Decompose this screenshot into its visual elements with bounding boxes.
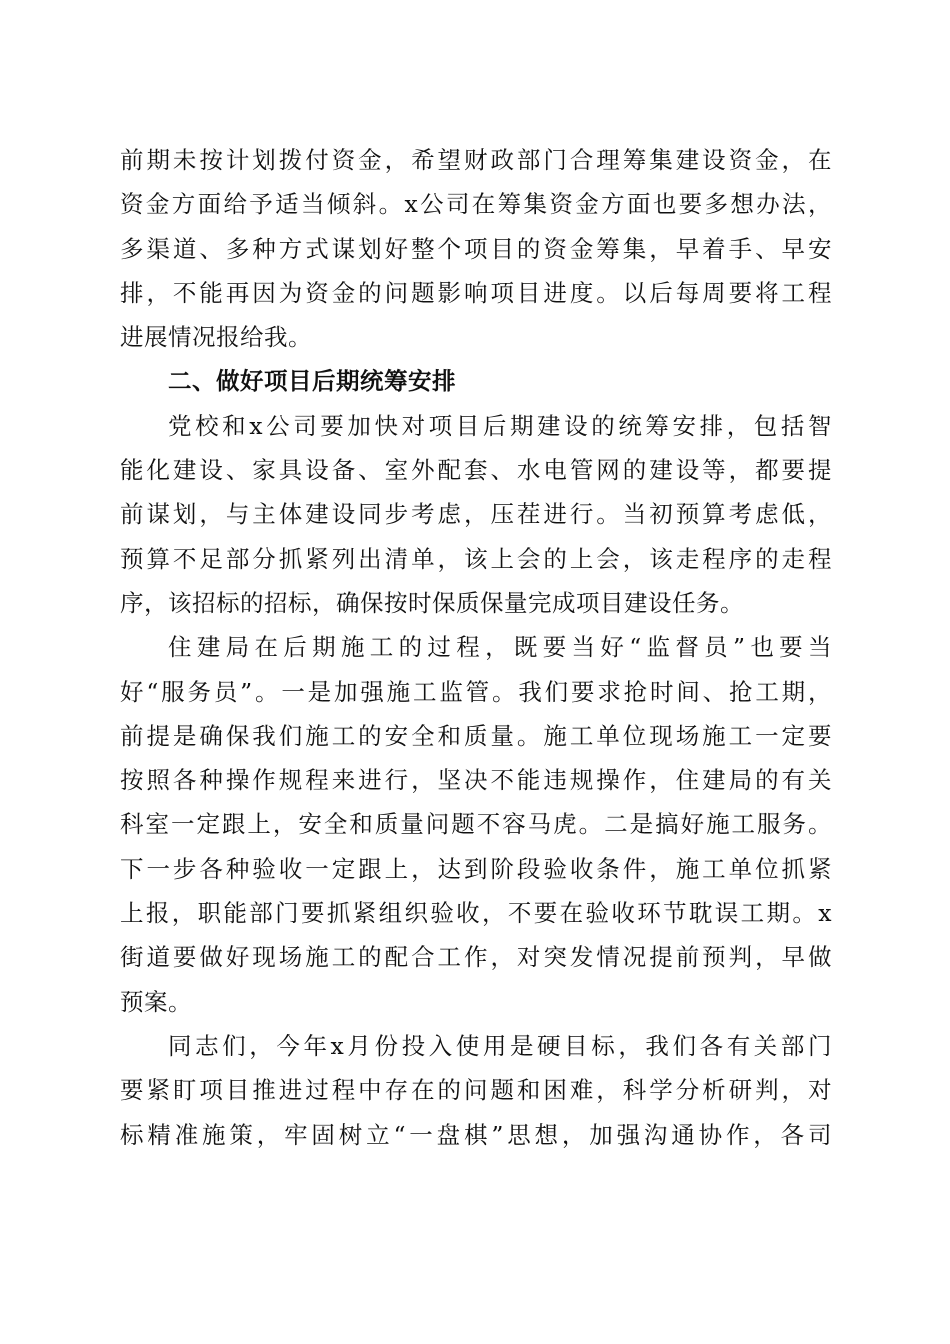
text-line: 上报，职能部门要抓紧组织验收，不要在验收环节耽误工期。x <box>120 899 832 928</box>
text-line: 街道要做好现场施工的配合工作，对突发情况提前预判，早做 <box>120 943 832 972</box>
text-line: 住建局在后期施工的过程，既要当好“监督员”也要当 <box>168 633 832 662</box>
text-line: 多渠道、多种方式谋划好整个项目的资金筹集，早着手、早安 <box>120 234 832 263</box>
text-line: 科室一定跟上，安全和质量问题不容马虎。二是搞好施工服务。 <box>120 810 832 839</box>
paragraph-4 <box>120 1024 832 1157</box>
text-line: 党校和x公司要加快对项目后期建设的统筹安排，包括智 <box>168 411 832 440</box>
paragraph-1 <box>120 138 832 359</box>
text-line: 同志们，今年x月份投入使用是硬目标，我们各有关部门 <box>168 1031 832 1060</box>
document-page <box>120 138 832 1157</box>
text-line: 下一步各种验收一定跟上，达到阶段验收条件，施工单位抓紧 <box>120 854 832 883</box>
text-line: 好“服务员”。一是加强施工监管。我们要求抢时间、抢工期， <box>120 677 832 706</box>
text-line: 前谋划，与主体建设同步考虑，压茬进行。当初预算考虑低， <box>120 500 832 529</box>
text-line: 预案。 <box>120 987 192 1016</box>
text-line: 标精准施策，牢固树立“一盘棋”思想，加强沟通协作，各司 <box>120 1120 832 1149</box>
paragraph-3 <box>120 625 832 1024</box>
text-line: 能化建设、家具设备、室外配套、水电管网的建设等，都要提 <box>120 456 832 485</box>
text-line: 排，不能再因为资金的问题影响项目进度。以后每周要将工程 <box>120 278 832 307</box>
paragraph-2 <box>120 404 832 625</box>
text-line: 进展情况报给我。 <box>120 323 312 352</box>
text-line: 前提是确保我们施工的安全和质量。施工单位现场施工一定要 <box>120 721 832 750</box>
section-heading: 二、做好项目后期统筹安排 <box>168 367 456 396</box>
text-line: 序，该招标的招标，确保按时保质保量完成项目建设任务。 <box>120 588 744 617</box>
text-line: 前期未按计划拨付资金，希望财政部门合理筹集建设资金，在 <box>120 146 832 174</box>
text-line: 预算不足部分抓紧列出清单，该上会的上会，该走程序的走程 <box>120 544 832 573</box>
text-line: 要紧盯项目推进过程中存在的问题和困难，科学分析研判，对 <box>120 1076 832 1105</box>
text-line: 按照各种操作规程来进行，坚决不能违规操作，住建局的有关 <box>120 766 832 795</box>
text-line: 资金方面给予适当倾斜。x公司在筹集资金方面也要多想办法， <box>120 190 832 219</box>
